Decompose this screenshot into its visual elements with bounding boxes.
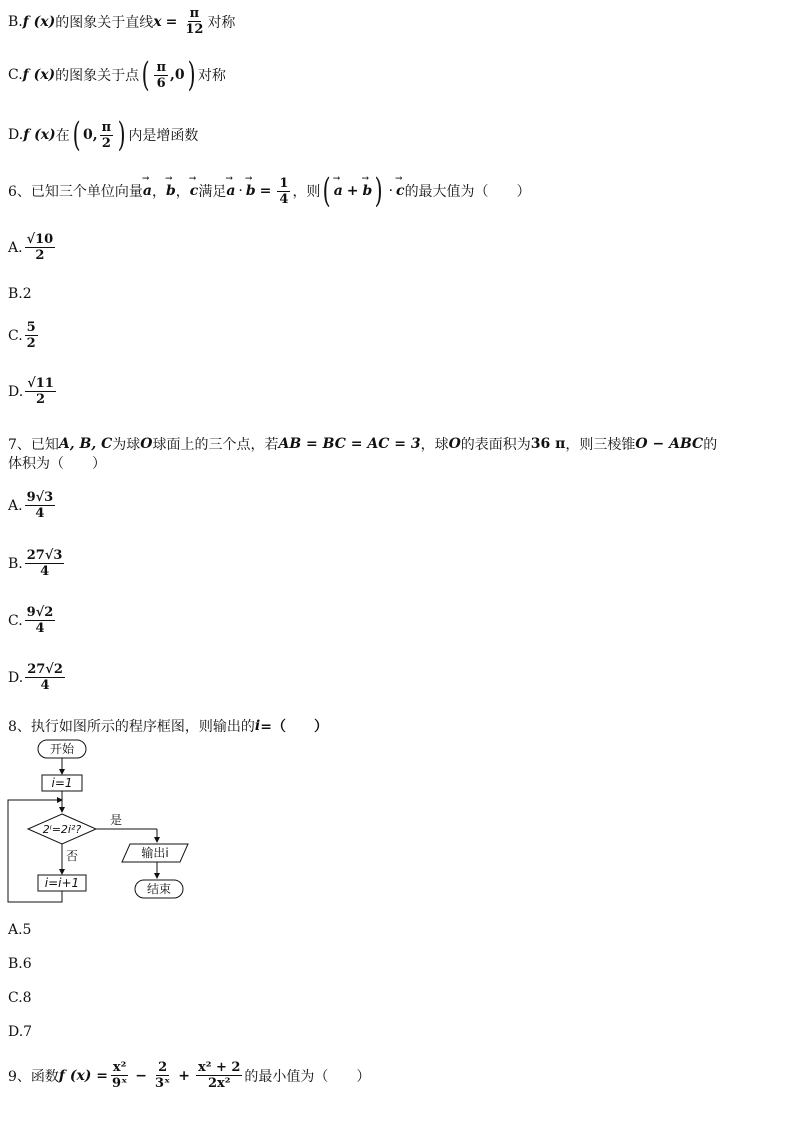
right-paren: ) — [187, 55, 196, 95]
option-suffix: 对称 — [207, 14, 236, 31]
frac-den: 3ˣ — [155, 1076, 171, 1091]
q6-option-c — [8, 320, 40, 351]
option-label: C. — [8, 327, 23, 344]
q6-option-b — [8, 286, 32, 302]
plus-op: + — [178, 1067, 190, 1084]
fraction — [25, 662, 65, 693]
option-label: D. — [8, 383, 24, 400]
frac-num: x² — [112, 1060, 127, 1075]
fraction — [25, 490, 56, 521]
option-suffix: 内是增函数 — [128, 128, 199, 144]
frac-den: 4 — [40, 678, 50, 693]
option-label: B.2 — [8, 286, 32, 302]
q5-option-d — [8, 115, 199, 155]
q7-option-b — [8, 548, 66, 579]
frac-num: 2 — [158, 1060, 168, 1075]
q7-stem — [8, 434, 717, 454]
stem-text: =（ ） — [260, 719, 328, 735]
frac-num: x² + 2 — [197, 1060, 241, 1075]
flow-step-label: i=i+1 — [44, 876, 80, 890]
frac-num: √10 — [26, 232, 54, 247]
vector-b: → b — [246, 183, 256, 199]
option-label: D.7 — [8, 1024, 33, 1040]
q6-option-a — [8, 232, 57, 263]
frac-num: √11 — [27, 376, 54, 391]
stem-text: 球面上的三个点，若 — [152, 437, 279, 453]
fraction — [277, 176, 290, 207]
fraction — [100, 120, 114, 151]
math-i: i — [254, 718, 261, 734]
fraction — [25, 320, 38, 351]
option-text: 的图象关于点 — [55, 68, 140, 84]
math-o: O — [448, 436, 461, 452]
math-equation: AB = BC = AC = 3 — [278, 436, 421, 452]
frac-num: 5 — [26, 320, 36, 335]
fraction — [25, 548, 65, 579]
left-paren: ( — [72, 115, 81, 155]
q7-option-a — [8, 490, 57, 521]
option-label: A. — [8, 497, 23, 514]
frac-den: 9ˣ — [112, 1076, 128, 1091]
q8-option-c — [8, 990, 32, 1006]
frac-num: 1 — [279, 175, 289, 191]
fraction — [154, 60, 168, 91]
option-label: D. — [8, 669, 24, 686]
frac-den: 4 — [35, 621, 45, 636]
frac-den: 6 — [156, 75, 166, 91]
vector-c: → c — [190, 183, 199, 199]
q8-option-a — [8, 922, 31, 938]
dot-op: · — [238, 183, 243, 199]
fraction — [25, 605, 56, 636]
option-label: B. — [8, 555, 23, 572]
vector-a: → a — [143, 183, 152, 199]
frac-den: 2x² — [207, 1076, 231, 1091]
stem-text: ，球 — [420, 437, 449, 453]
math-fx: f (x) — [23, 127, 56, 143]
option-label: B.6 — [8, 956, 32, 972]
option-label: C.8 — [8, 990, 32, 1006]
interval-head: 0, — [82, 127, 98, 143]
q6-option-d — [8, 376, 58, 407]
flow-output-label: 输出i — [141, 846, 169, 860]
flow-start-label: 开始 — [49, 742, 75, 756]
math-fx: f (x) — [22, 13, 56, 30]
stem-text: 的最大值为（ ） — [404, 184, 531, 200]
point-tail: ,0 — [169, 67, 185, 83]
math-x: x — [153, 13, 162, 30]
q5-option-c — [8, 55, 226, 95]
vector-b: → b — [363, 183, 373, 199]
stem-text: 6、已知三个单位向量 — [8, 184, 143, 200]
math-area: 36 π — [530, 436, 566, 452]
option-label: A.5 — [8, 922, 32, 938]
q7-option-d — [8, 662, 67, 693]
option-suffix: 对称 — [197, 68, 226, 84]
stem-text: ，则 — [292, 184, 321, 200]
flow-yes-label: 是 — [109, 813, 123, 827]
q8-option-d — [8, 1024, 32, 1040]
stem-text: 的 — [703, 437, 718, 453]
q8-stem — [8, 716, 328, 736]
flow-end-label: 结束 — [146, 882, 172, 896]
math-fx: f (x) — [22, 67, 56, 83]
minus-op: − — [135, 1067, 147, 1084]
stem-text: 9、函数 — [8, 1068, 59, 1085]
flow-cond-label: 2ⁱ=2i²? — [42, 823, 82, 836]
stem-text: 为球 — [112, 437, 141, 453]
flowchart — [0, 734, 200, 906]
stem-text: 8、执行如图所示的程序框图，则输出的 — [8, 719, 255, 735]
q7-stem-line2 — [8, 453, 106, 473]
fraction — [110, 1060, 129, 1091]
frac-den: 4 — [35, 506, 45, 521]
left-paren: ( — [141, 55, 150, 95]
q5-option-b — [8, 6, 235, 37]
frac-den: 2 — [35, 248, 45, 263]
frac-num: 27√3 — [26, 548, 63, 563]
vector-c: → c — [396, 183, 405, 199]
plus-op: + — [346, 183, 359, 199]
frac-num: 27√2 — [27, 662, 63, 677]
option-text: 在 — [55, 128, 70, 144]
right-paren: ) — [117, 115, 126, 155]
math-eq: = — [165, 13, 178, 30]
stem-text: 7、已知 — [8, 437, 59, 453]
stem-text: 的表面积为 — [460, 437, 531, 453]
option-label: C. — [8, 67, 23, 83]
flow-init-label: i=1 — [51, 776, 73, 790]
frac-den: 12 — [185, 22, 204, 37]
option-label: B. — [8, 13, 23, 30]
frac-num: π — [189, 6, 200, 21]
frac-den: 2 — [35, 392, 46, 407]
math-fx: f (x) = — [58, 1067, 109, 1084]
fraction — [25, 376, 56, 407]
dot-op: · — [388, 183, 394, 199]
stem-text: 满足 — [198, 184, 227, 200]
option-label: A. — [8, 239, 23, 256]
frac-num: π — [101, 119, 112, 135]
frac-den: 2 — [26, 336, 36, 351]
math-o: O — [140, 436, 153, 452]
q7-option-c — [8, 605, 57, 636]
math-pyramid: O − ABC — [635, 436, 704, 452]
left-paren: ( — [323, 171, 332, 211]
q6-stem: 6、已知三个单位向量 → a ， → b ， → c 满足 → a · → b = $\frac{1}{4}$ ，则 ( → a + → b ) · → c 的最大值为（ ） — [8, 174, 531, 208]
flow-no-label: 否 — [65, 849, 79, 863]
frac-den: 4 — [40, 564, 50, 579]
vector-a: → a — [226, 183, 235, 199]
frac-den: 2 — [101, 135, 111, 151]
stem-text: ，则三棱锥 — [565, 437, 636, 453]
stem-text: 体积为（ ） — [8, 456, 106, 472]
fraction — [196, 1060, 242, 1091]
option-text: 的图象关于直线 — [55, 14, 154, 31]
q8-option-b — [8, 956, 32, 972]
frac-num: 9√3 — [26, 490, 54, 505]
stem-text: 的最小值为（ ） — [244, 1068, 371, 1085]
frac-den: 4 — [279, 191, 289, 207]
vector-b: → b — [166, 183, 176, 199]
vector-a: → a — [334, 183, 343, 199]
right-paren: ) — [374, 171, 383, 211]
q9-stem — [8, 1060, 370, 1091]
fraction — [183, 6, 205, 37]
frac-num: π — [156, 59, 166, 75]
frac-num: 9√2 — [26, 605, 54, 620]
option-label: C. — [8, 612, 23, 629]
option-label: D. — [8, 127, 24, 143]
math-points: A, B, C — [58, 436, 113, 452]
fraction — [25, 232, 56, 263]
fraction — [153, 1060, 172, 1091]
